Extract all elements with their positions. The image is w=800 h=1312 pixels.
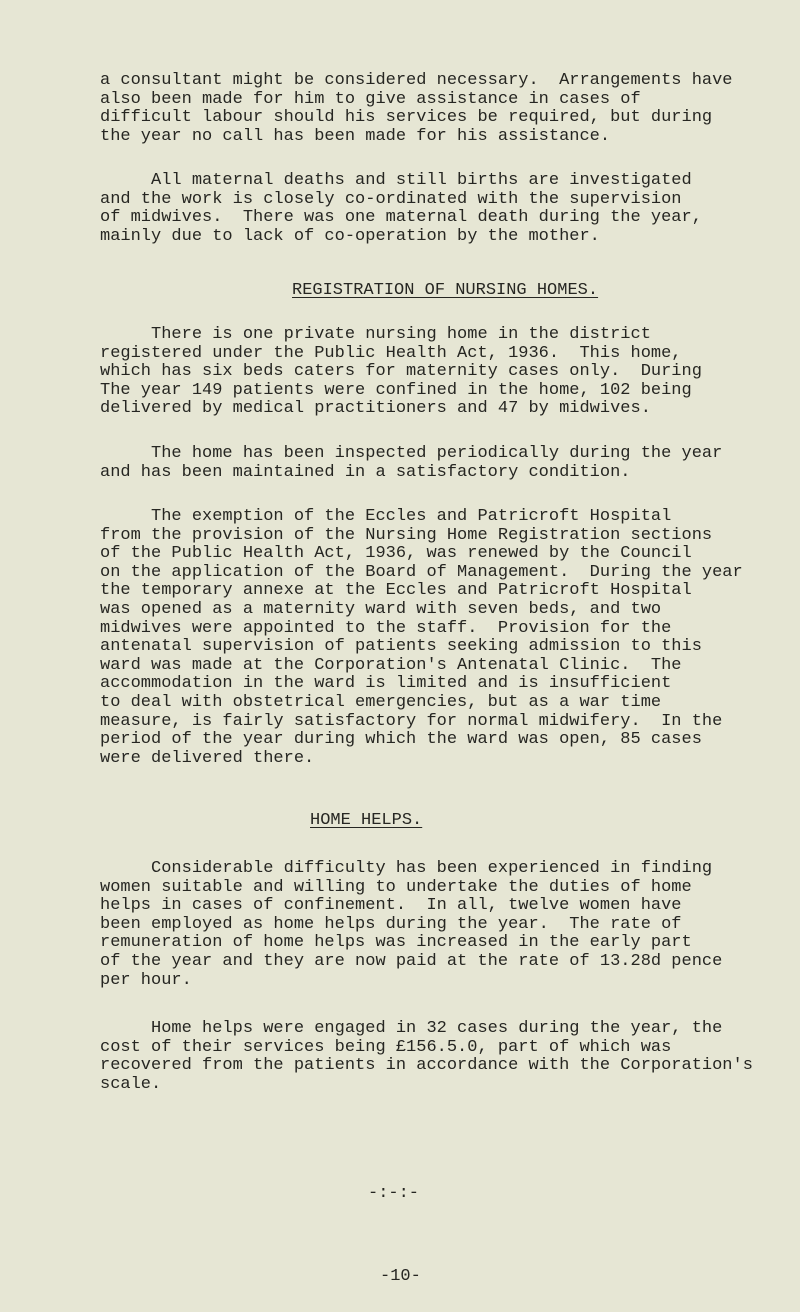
text-line: was opened as a maternity ward with seven beds, and two: [100, 599, 662, 619]
paragraph-private-nursing-home: [100, 326, 702, 419]
text-line: All maternal deaths and still births are investigated: [100, 171, 692, 190]
text-line: midwives were appointed to the staff. Provision for the: [100, 618, 672, 638]
paragraph-maternal-deaths: [100, 172, 702, 246]
text-line: measure, is fairly satisfactory for normal midwifery. In the: [100, 711, 723, 731]
text-line: scale.: [100, 1074, 162, 1094]
text-line: mainly due to lack of co-operation by the mother.: [100, 226, 600, 246]
text-line: of the Public Health Act, 1936, was renewed by the Council: [100, 544, 692, 564]
text-line: per hour.: [100, 970, 192, 990]
text-line: recovered from the patients in accordance with the Corporation's: [100, 1056, 753, 1076]
text-line: registered under the Public Health Act, 1936. This home,: [100, 343, 682, 363]
text-line: the temporary annexe at the Eccles and Patricroft Hospital: [100, 581, 692, 601]
paragraph-consultant: [100, 72, 733, 146]
text-line: Considerable difficulty has been experienced in finding: [100, 859, 713, 878]
text-line: were delivered there.: [100, 748, 315, 768]
paragraph-home-helps-difficulty: [100, 860, 722, 990]
text-line: delivered by medical practitioners and 47 by midwives.: [100, 399, 651, 419]
text-line: antenatal supervision of patients seeking admission to this: [100, 637, 702, 657]
text-line: of midwives. There was one maternal death during the year,: [100, 208, 702, 228]
text-line: The home has been inspected periodically during the year: [100, 444, 723, 463]
heading-registration-nursing-homes: REGISTRATION OF NURSING HOMES.: [292, 281, 599, 300]
paragraph-home-helps-cost: [100, 1020, 753, 1094]
text-line: The year 149 patients were confined in the home, 102 being: [100, 380, 692, 400]
text-line: from the provision of the Nursing Home Registration sections: [100, 525, 713, 545]
text-line: ward was made at the Corporation's Antenatal Clinic. The: [100, 655, 682, 675]
text-line: on the application of the Board of Management. During the year: [100, 562, 743, 582]
section-separator: -:-:-: [368, 1184, 420, 1203]
paragraph-exemption: [100, 508, 743, 768]
text-line: a consultant might be considered necessary. Arrangements have: [100, 71, 733, 90]
text-line: period of the year during which the ward was open, 85 cases: [100, 730, 702, 750]
text-line: remuneration of home helps was increased in the early part: [100, 933, 692, 953]
text-line: which has six beds caters for maternity cases only. During: [100, 362, 702, 382]
text-line: Home helps were engaged in 32 cases during the year, the: [100, 1019, 723, 1038]
paragraph-inspection: [100, 445, 722, 482]
text-line: and the work is closely co-ordinated with the supervision: [100, 189, 682, 209]
text-line: The exemption of the Eccles and Patricroft Hospital: [100, 507, 672, 526]
text-line: the year no call has been made for his assistance.: [100, 126, 611, 146]
text-line: helps in cases of confinement. In all, twelve women have: [100, 896, 682, 916]
text-line: There is one private nursing home in the district: [100, 325, 651, 344]
heading-home-helps: HOME HELPS.: [310, 811, 423, 830]
text-line: also been made for him to give assistance in cases of: [100, 89, 641, 109]
text-line: to deal with obstetrical emergencies, but as a war time: [100, 692, 662, 712]
text-line: women suitable and willing to undertake the duties of home: [100, 877, 692, 897]
text-line: cost of their services being £156.5.0, part of which was: [100, 1037, 672, 1057]
text-line: been employed as home helps during the year. The rate of: [100, 914, 682, 934]
text-line: difficult labour should his services be required, but during: [100, 108, 713, 128]
text-line: accommodation in the ward is limited and is insufficient: [100, 674, 672, 694]
text-line: of the year and they are now paid at the rate of 13.28d pence: [100, 951, 723, 971]
text-line: and has been maintained in a satisfactory condition.: [100, 462, 631, 482]
page-number: -10-: [380, 1267, 421, 1286]
